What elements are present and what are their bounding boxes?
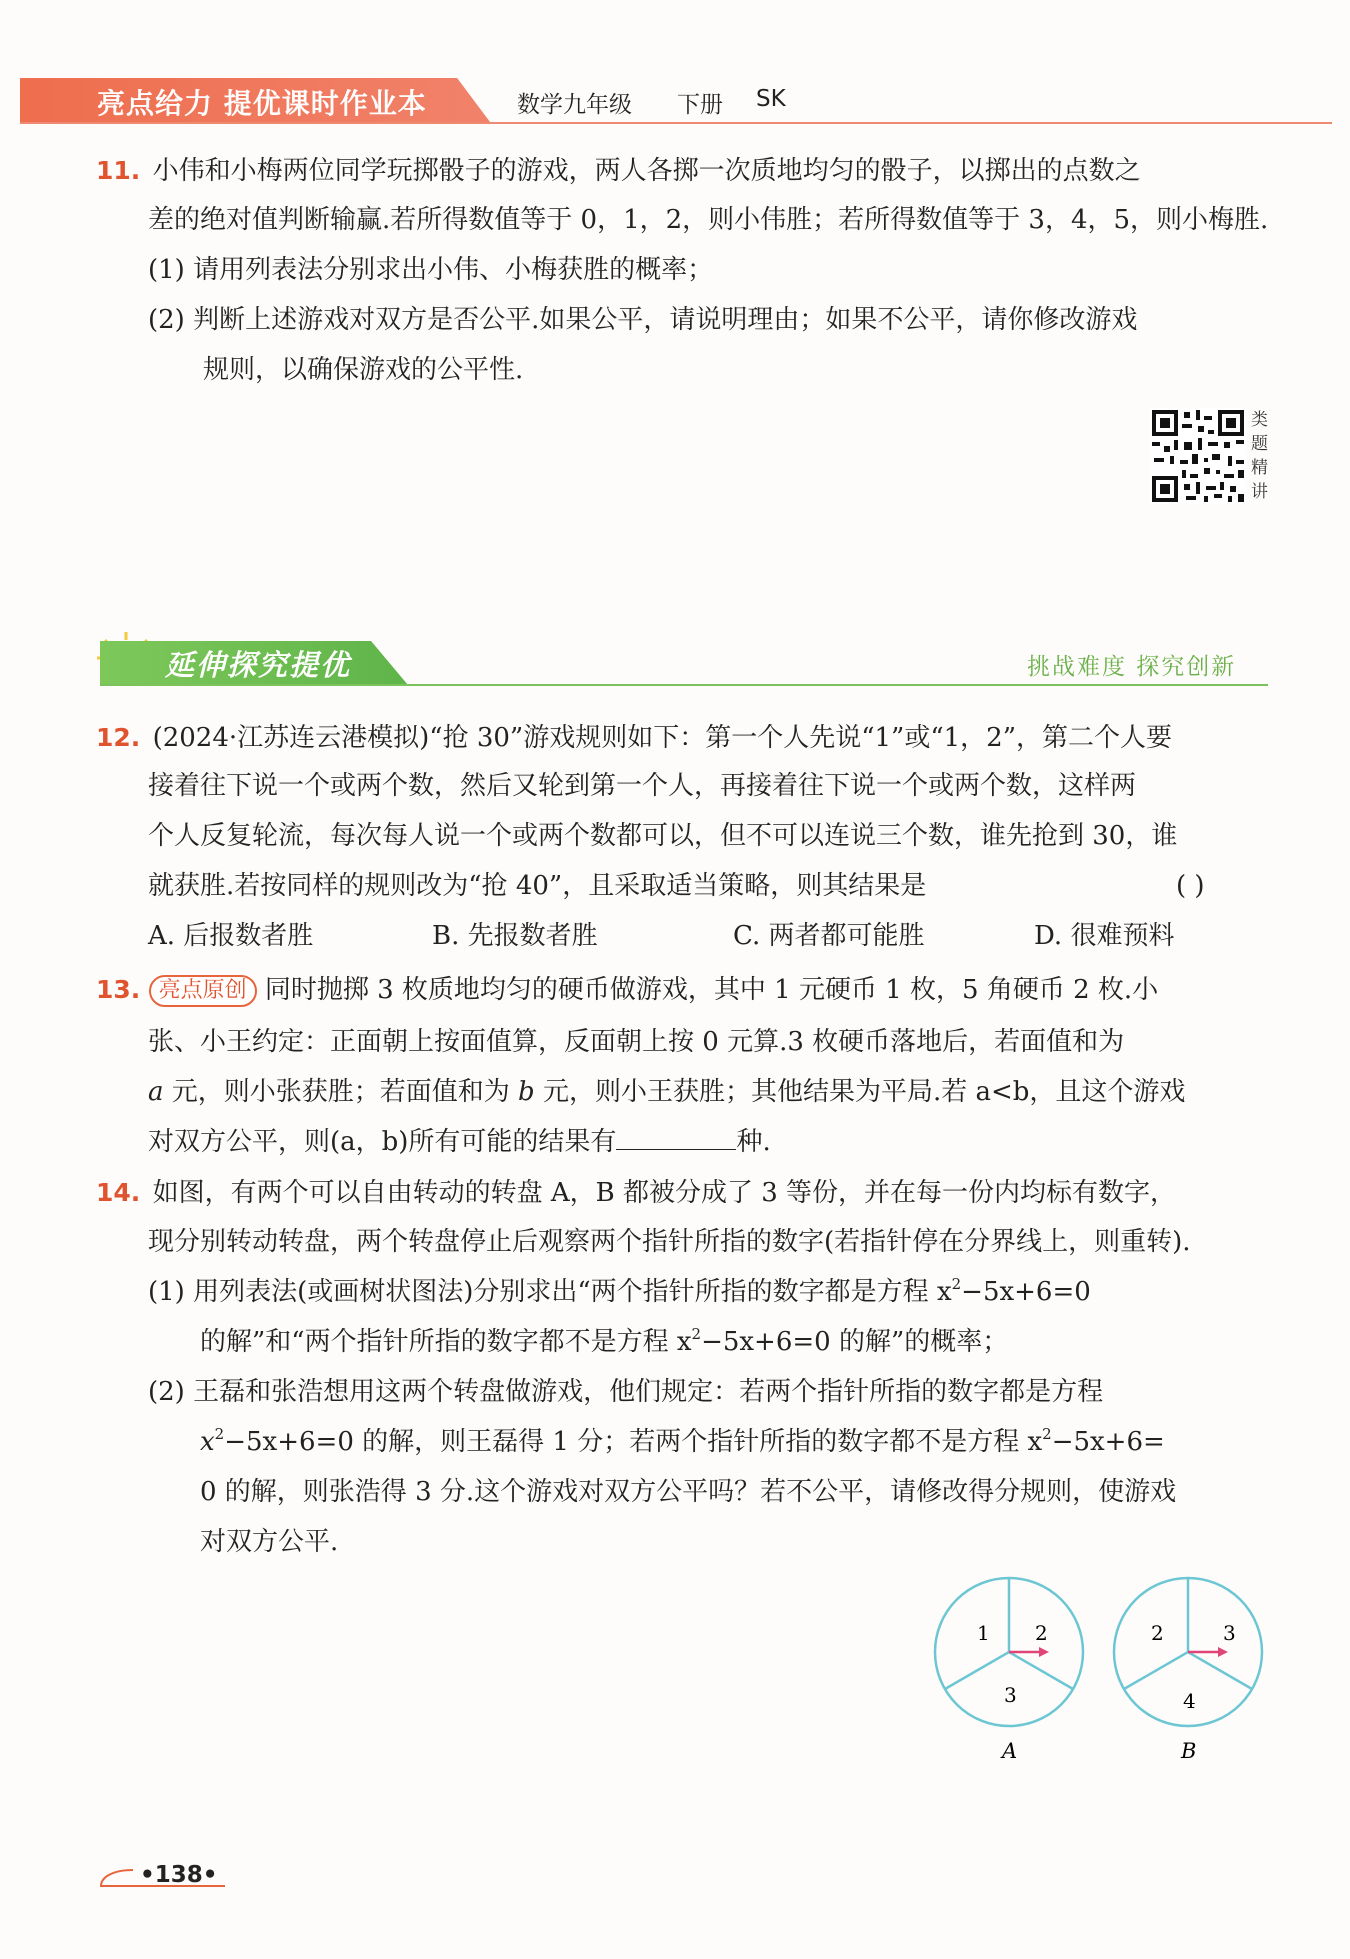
q14-part2-line2: $x^2-5x+6=0$ 的解，则王磊得 1 分；若两个指针所指的数字都不是方程 $x^2-5x+6=$	[200, 1425, 1165, 1457]
original-badge: 亮点原创	[149, 975, 257, 1007]
q14-part2-line3: 0 的解，则张浩得 3 分.这个游戏对双方公平吗？若不公平，请修改得分规则，使游戏	[200, 1477, 1177, 1507]
q12-option-a: A. 后报数者胜	[148, 921, 314, 951]
q12-number: 12.	[96, 723, 141, 752]
q14-part1: (1) 用列表法(或画树状图法)分别求出“两个指针所指的数字都是方程 $x^2-5x+6=0$	[148, 1275, 1091, 1307]
q13-number: 13.	[96, 975, 141, 1004]
spinner-a	[935, 1578, 1083, 1763]
section-title: 延伸探究提优	[165, 648, 352, 682]
page-number: •138•	[140, 1862, 218, 1888]
q12-option-c: C. 两者都可能胜	[733, 921, 925, 951]
q11-number: 11.	[96, 156, 141, 185]
q12-line1: 12. (2024·江苏连云港模拟)“抢 30”游戏规则如下：第一个人先说“1”或“1，2”，第二个人要	[96, 723, 1173, 753]
q11-part2: (2) 判断上述游戏对双方是否公平.如果公平，请说明理由；如果不公平，请你修改游戏	[148, 305, 1138, 335]
q12-option-d: D. 很难预料	[1034, 921, 1175, 951]
q14-line2: 现分别转动转盘，两个转盘停止后观察两个指针所指的数字(若指针停在分界线上，则重转).	[148, 1227, 1191, 1257]
q14-part2: (2) 王磊和张浩想用这两个转盘做游戏，他们规定：若两个指针所指的数字都是方程	[148, 1377, 1104, 1407]
spinner-a-num-2: 2	[1035, 1621, 1048, 1645]
q14-part2-line4: 对双方公平.	[200, 1527, 339, 1557]
brand-title: 亮点给力 提优课时作业本	[97, 87, 427, 120]
spinner-b-num-1: 2	[1151, 1621, 1164, 1645]
spinners-figure	[925, 1568, 1275, 1768]
q14-line1: 14. 如图，有两个可以自由转动的转盘 A，B 都被分成了 3 等份，并在每一份内均标有数字，	[96, 1178, 1177, 1208]
q14-number: 14.	[96, 1178, 141, 1207]
answer-blank[interactable]	[616, 1123, 736, 1150]
q11-line2: 差的绝对值判断输赢.若所得数值等于 0，1，2，则小伟胜；若所得数值等于 3，4，5，则小梅胜.	[148, 205, 1269, 235]
q13-line4: 对双方公平，则(a，b)所有可能的结果有 种.	[148, 1118, 771, 1167]
edition-label: SK	[756, 86, 786, 112]
q11-line1: 11. 小伟和小梅两位同学玩掷骰子的游戏，两人各掷一次质地均匀的骰子，以掷出的点数之	[96, 156, 1141, 186]
volume-label: 下册	[677, 92, 723, 118]
section-subtitle: 挑战难度 探究创新	[1027, 654, 1237, 680]
q13-line2: 张、小王约定：正面朝上按面值算，反面朝上按 0 元算.3 枚硬币落地后，若面值和为	[148, 1027, 1125, 1057]
spinner-b-num-3: 4	[1183, 1689, 1196, 1713]
q13-line3: a 元，则小张获胜；若面值和为 b 元，则小王获胜；其他结果为平局.若 a<b，且这个游戏	[148, 1077, 1186, 1107]
q12-option-b: B. 先报数者胜	[432, 921, 598, 951]
q12-line4: 就获胜.若按同样的规则改为“抢 40”，且采取适当策略，则其结果是	[148, 871, 927, 901]
spinner-b-num-2: 3	[1223, 1621, 1236, 1645]
q12-answer-paren: ( )	[1176, 871, 1205, 901]
q12-line2: 接着往下说一个或两个数，然后又轮到第一个人，再接着往下说一个或两个数，这样两	[148, 771, 1137, 801]
spinner-a-num-1: 1	[977, 1621, 990, 1645]
header-rule	[20, 122, 1332, 124]
q11-part1: (1) 请用列表法分别求出小伟、小梅获胜的概率；	[148, 255, 714, 285]
qr-code-icon[interactable]	[1150, 408, 1246, 504]
section-rule	[100, 684, 1268, 686]
subject-label: 数学九年级	[517, 92, 632, 118]
spinner-a-label: A	[1002, 1739, 1018, 1763]
q13-line1: 13. 亮点原创 同时抛掷 3 枚质地均匀的硬币做游戏，其中 1 元硬币 1 枚，5 角硬币 2 枚.小	[96, 975, 1159, 1005]
spinner-b	[1114, 1578, 1262, 1763]
qr-side-label: 类题精讲	[1251, 410, 1268, 502]
q14-part1-cont: 的解”和“两个指针所指的数字都不是方程 $x^2-5x+6=0$ 的解”的概率；	[200, 1325, 1009, 1357]
q11-part2-cont: 规则，以确保游戏的公平性.	[203, 355, 524, 385]
spinner-a-num-3: 3	[1004, 1683, 1017, 1707]
q12-line3: 个人反复轮流，每次每人说一个或两个数都可以，但不可以连说三个数，谁先抢到 30，谁	[148, 821, 1178, 851]
spinner-b-label: B	[1181, 1739, 1197, 1763]
